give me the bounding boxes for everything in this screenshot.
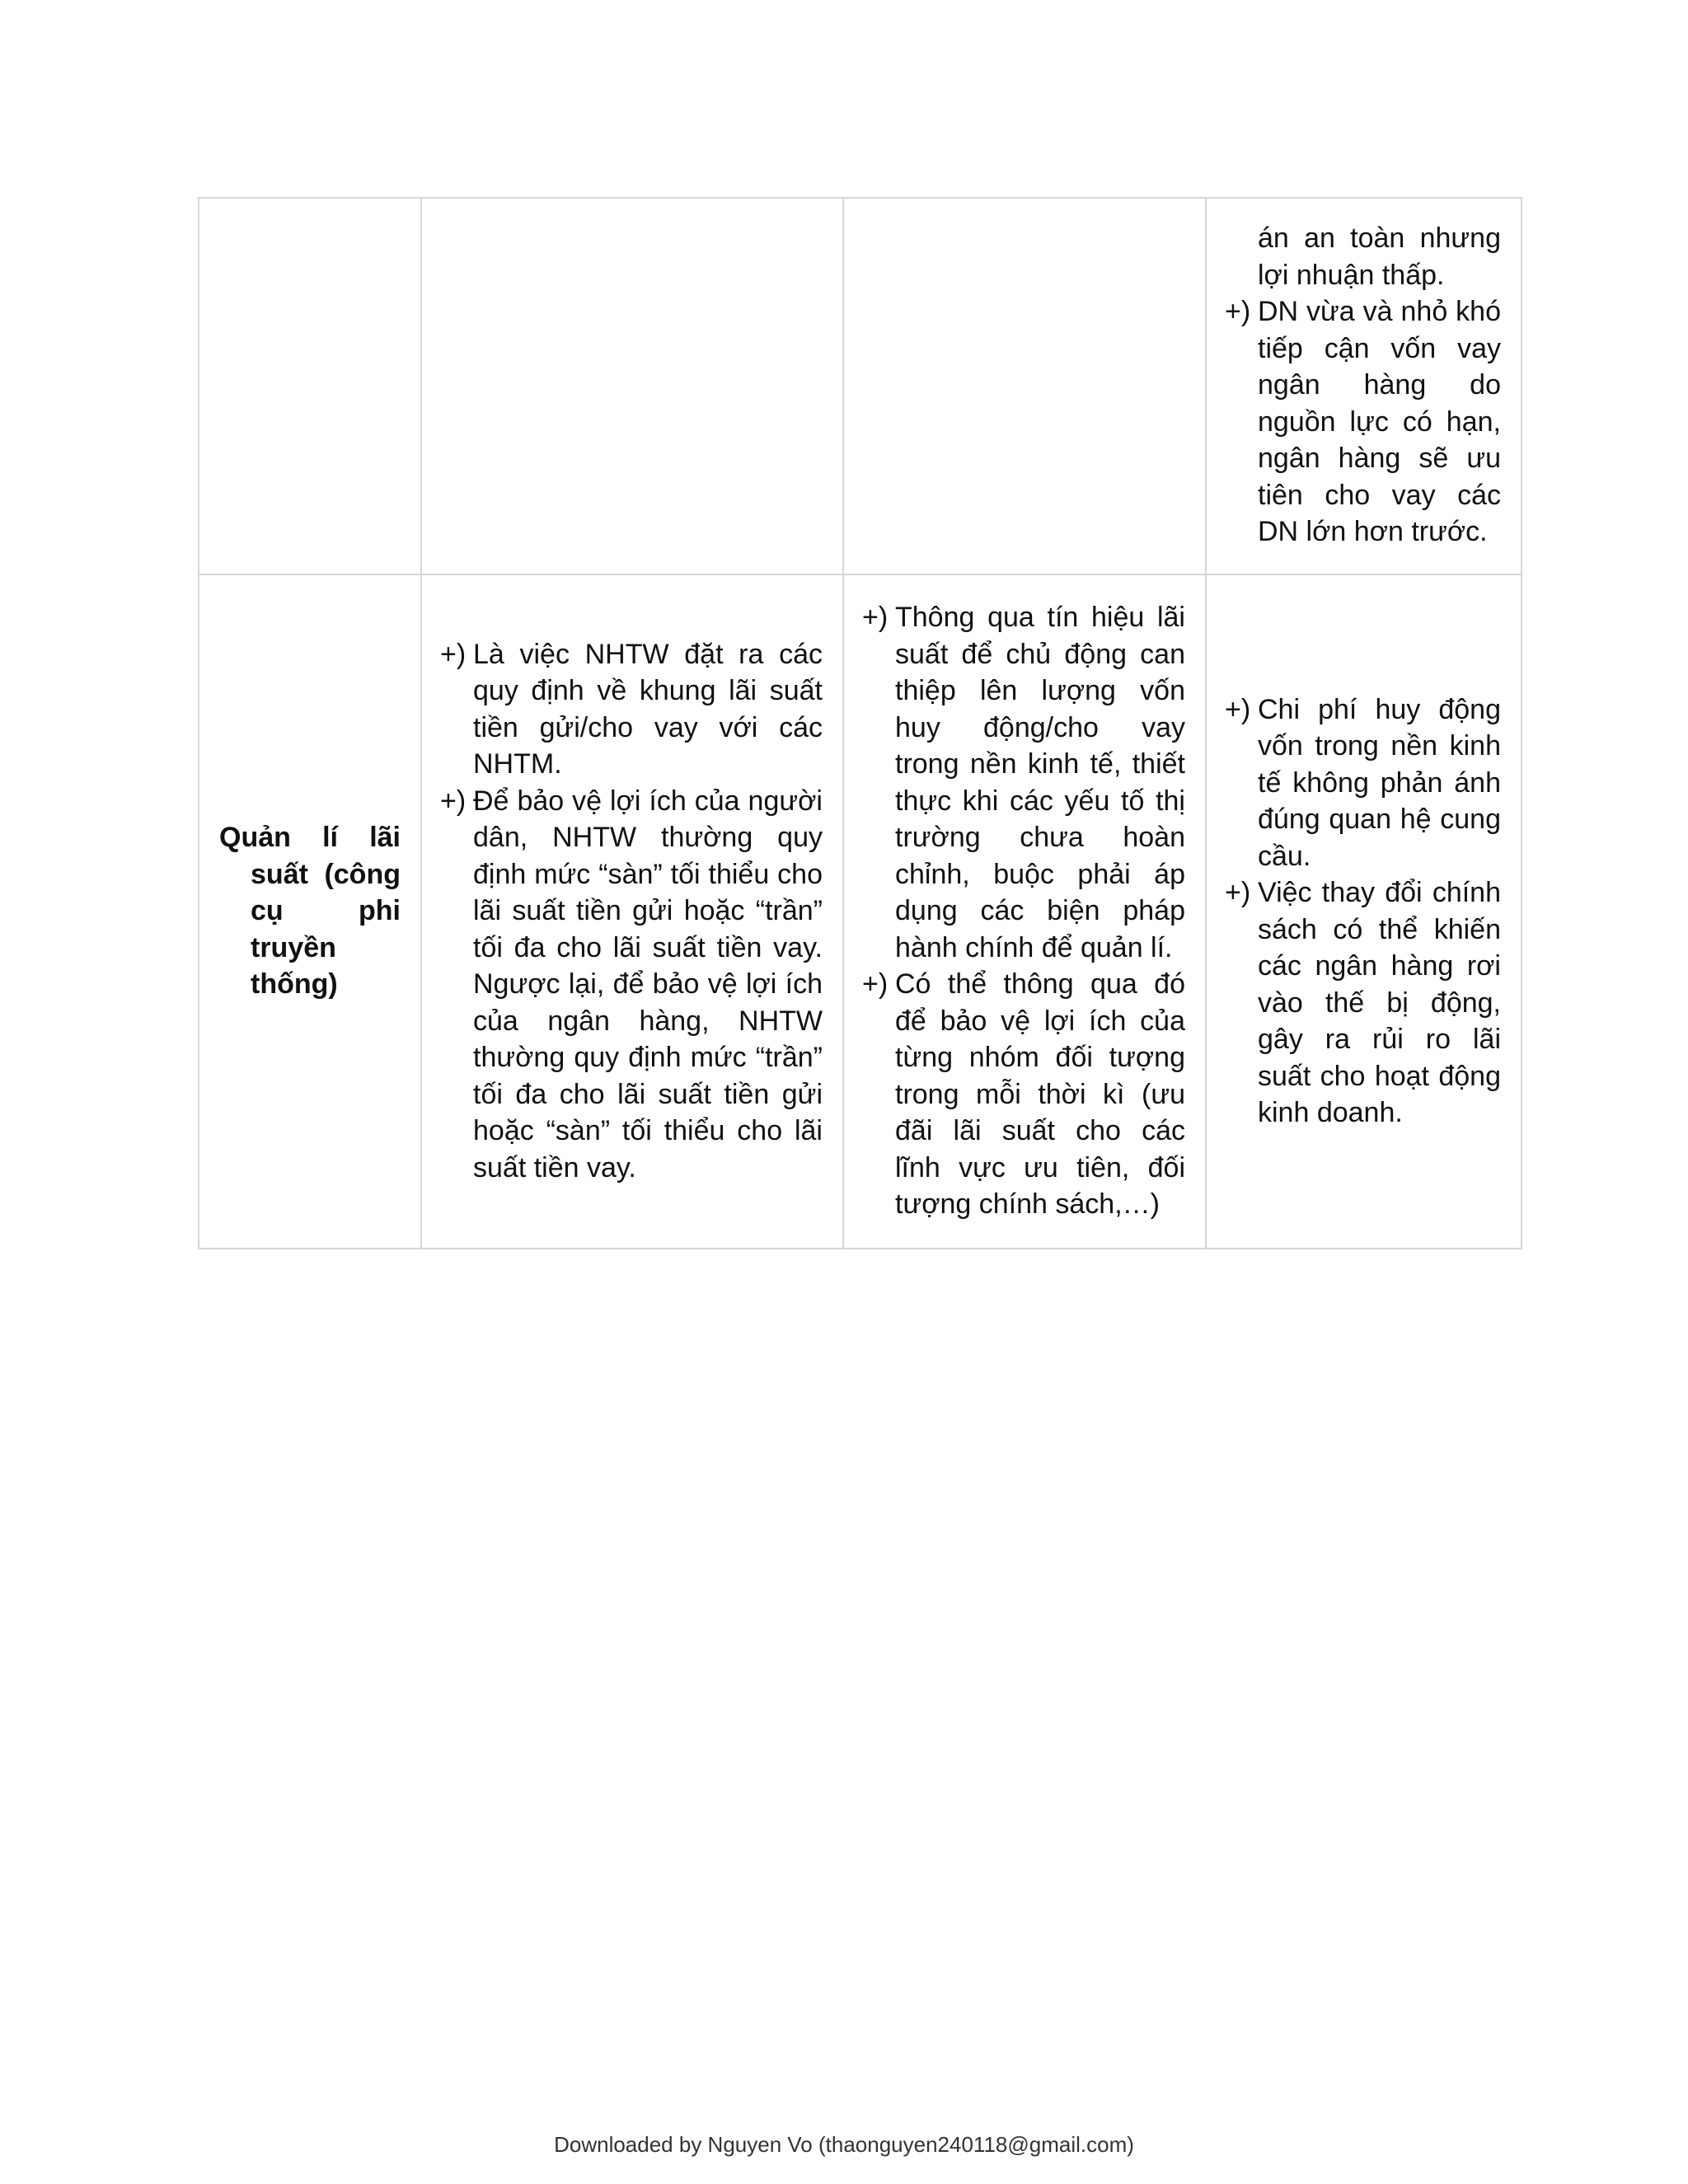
bullet-mark: +) — [1225, 296, 1251, 327]
table-cell — [843, 574, 1206, 1249]
table-cell — [421, 574, 843, 1249]
list-item — [442, 783, 823, 1187]
list-item — [864, 599, 1185, 966]
list-item — [442, 636, 823, 783]
table-cell — [199, 198, 421, 574]
table-cell — [843, 198, 1206, 574]
table-row — [199, 198, 1522, 574]
list-item — [864, 966, 1185, 1223]
list-item-text: DN vừa và nhỏ khó tiếp cận vốn vay ngân hàng do nguồn lực có hạn, ngân hàng sẽ ưu tiên cho vay các DN lớn hơn trước. — [1258, 296, 1501, 547]
list-item — [1226, 874, 1501, 1132]
bullet-mark: +) — [1225, 693, 1251, 725]
list-item-text: Thông qua tín hiệu lãi suất để chủ động can thiệp lên lượng vốn huy động/cho vay trong nền kinh tế, thiết thực khi các yếu tố thị trường chưa hoàn chỉnh, buộc phải áp dụng các biện pháp hành chính để quản lí. — [895, 602, 1185, 963]
list-item-text: Chi phí huy động vốn trong nền kinh tế không phản ánh đúng quan hệ cung cầu. — [1258, 693, 1501, 872]
download-footer: Downloaded by Nguyen Vo (thaonguyen240118@gmail.com) — [554, 2132, 1134, 2157]
continued-text: án an toàn nhưng lợi nhuận thấp. — [1258, 223, 1501, 291]
list-item-text: Để bảo vệ lợi ích của người dân, NHTW thường quy định mức “sàn” tối thiểu cho lãi suất tiền gửi hoặc “trần” tối đa cho lãi suất tiền vay. Ngược lại, để bảo vệ lợi ích của ngân hàng, NHTW thường quy định mức “trần” tối đa cho lãi suất tiền gửi hoặc “sàn” tối thiểu cho lãi suất tiền vay. — [473, 785, 823, 1183]
list-item — [1226, 293, 1501, 551]
table-row — [199, 574, 1522, 1249]
table-cell — [1206, 198, 1522, 574]
table-cell — [421, 198, 843, 574]
row-header: Quản lí lãi suất (công cụ phi truyền thống) — [219, 822, 401, 1001]
bullet-mark: +) — [862, 968, 889, 1001]
content-table — [198, 197, 1522, 1249]
bullet-mark: +) — [1225, 877, 1251, 908]
table-cell — [1206, 574, 1522, 1249]
list-item-text: Có thể thông qua đó để bảo vệ lợi ích của từng nhóm đối tượng trong mỗi thời kì (ưu đãi lãi suất cho các lĩnh vực ưu tiên, đối tượng chính sách,…) — [895, 968, 1185, 1221]
list-item-text: Là việc NHTW đặt ra các quy định về khung lãi suất tiền gửi/cho vay với các NHTM. — [473, 638, 823, 780]
bullet-mark: +) — [440, 638, 467, 670]
table-cell — [199, 574, 421, 1249]
list-item — [1226, 691, 1501, 875]
bullet-mark: +) — [862, 602, 889, 634]
list-item-text: Việc thay đổi chính sách có thể khiến các ngân hàng rơi vào thế bị động, gây ra rủi ro lãi suất cho hoạt động kinh doanh. — [1258, 877, 1501, 1128]
bullet-mark: +) — [440, 785, 467, 817]
